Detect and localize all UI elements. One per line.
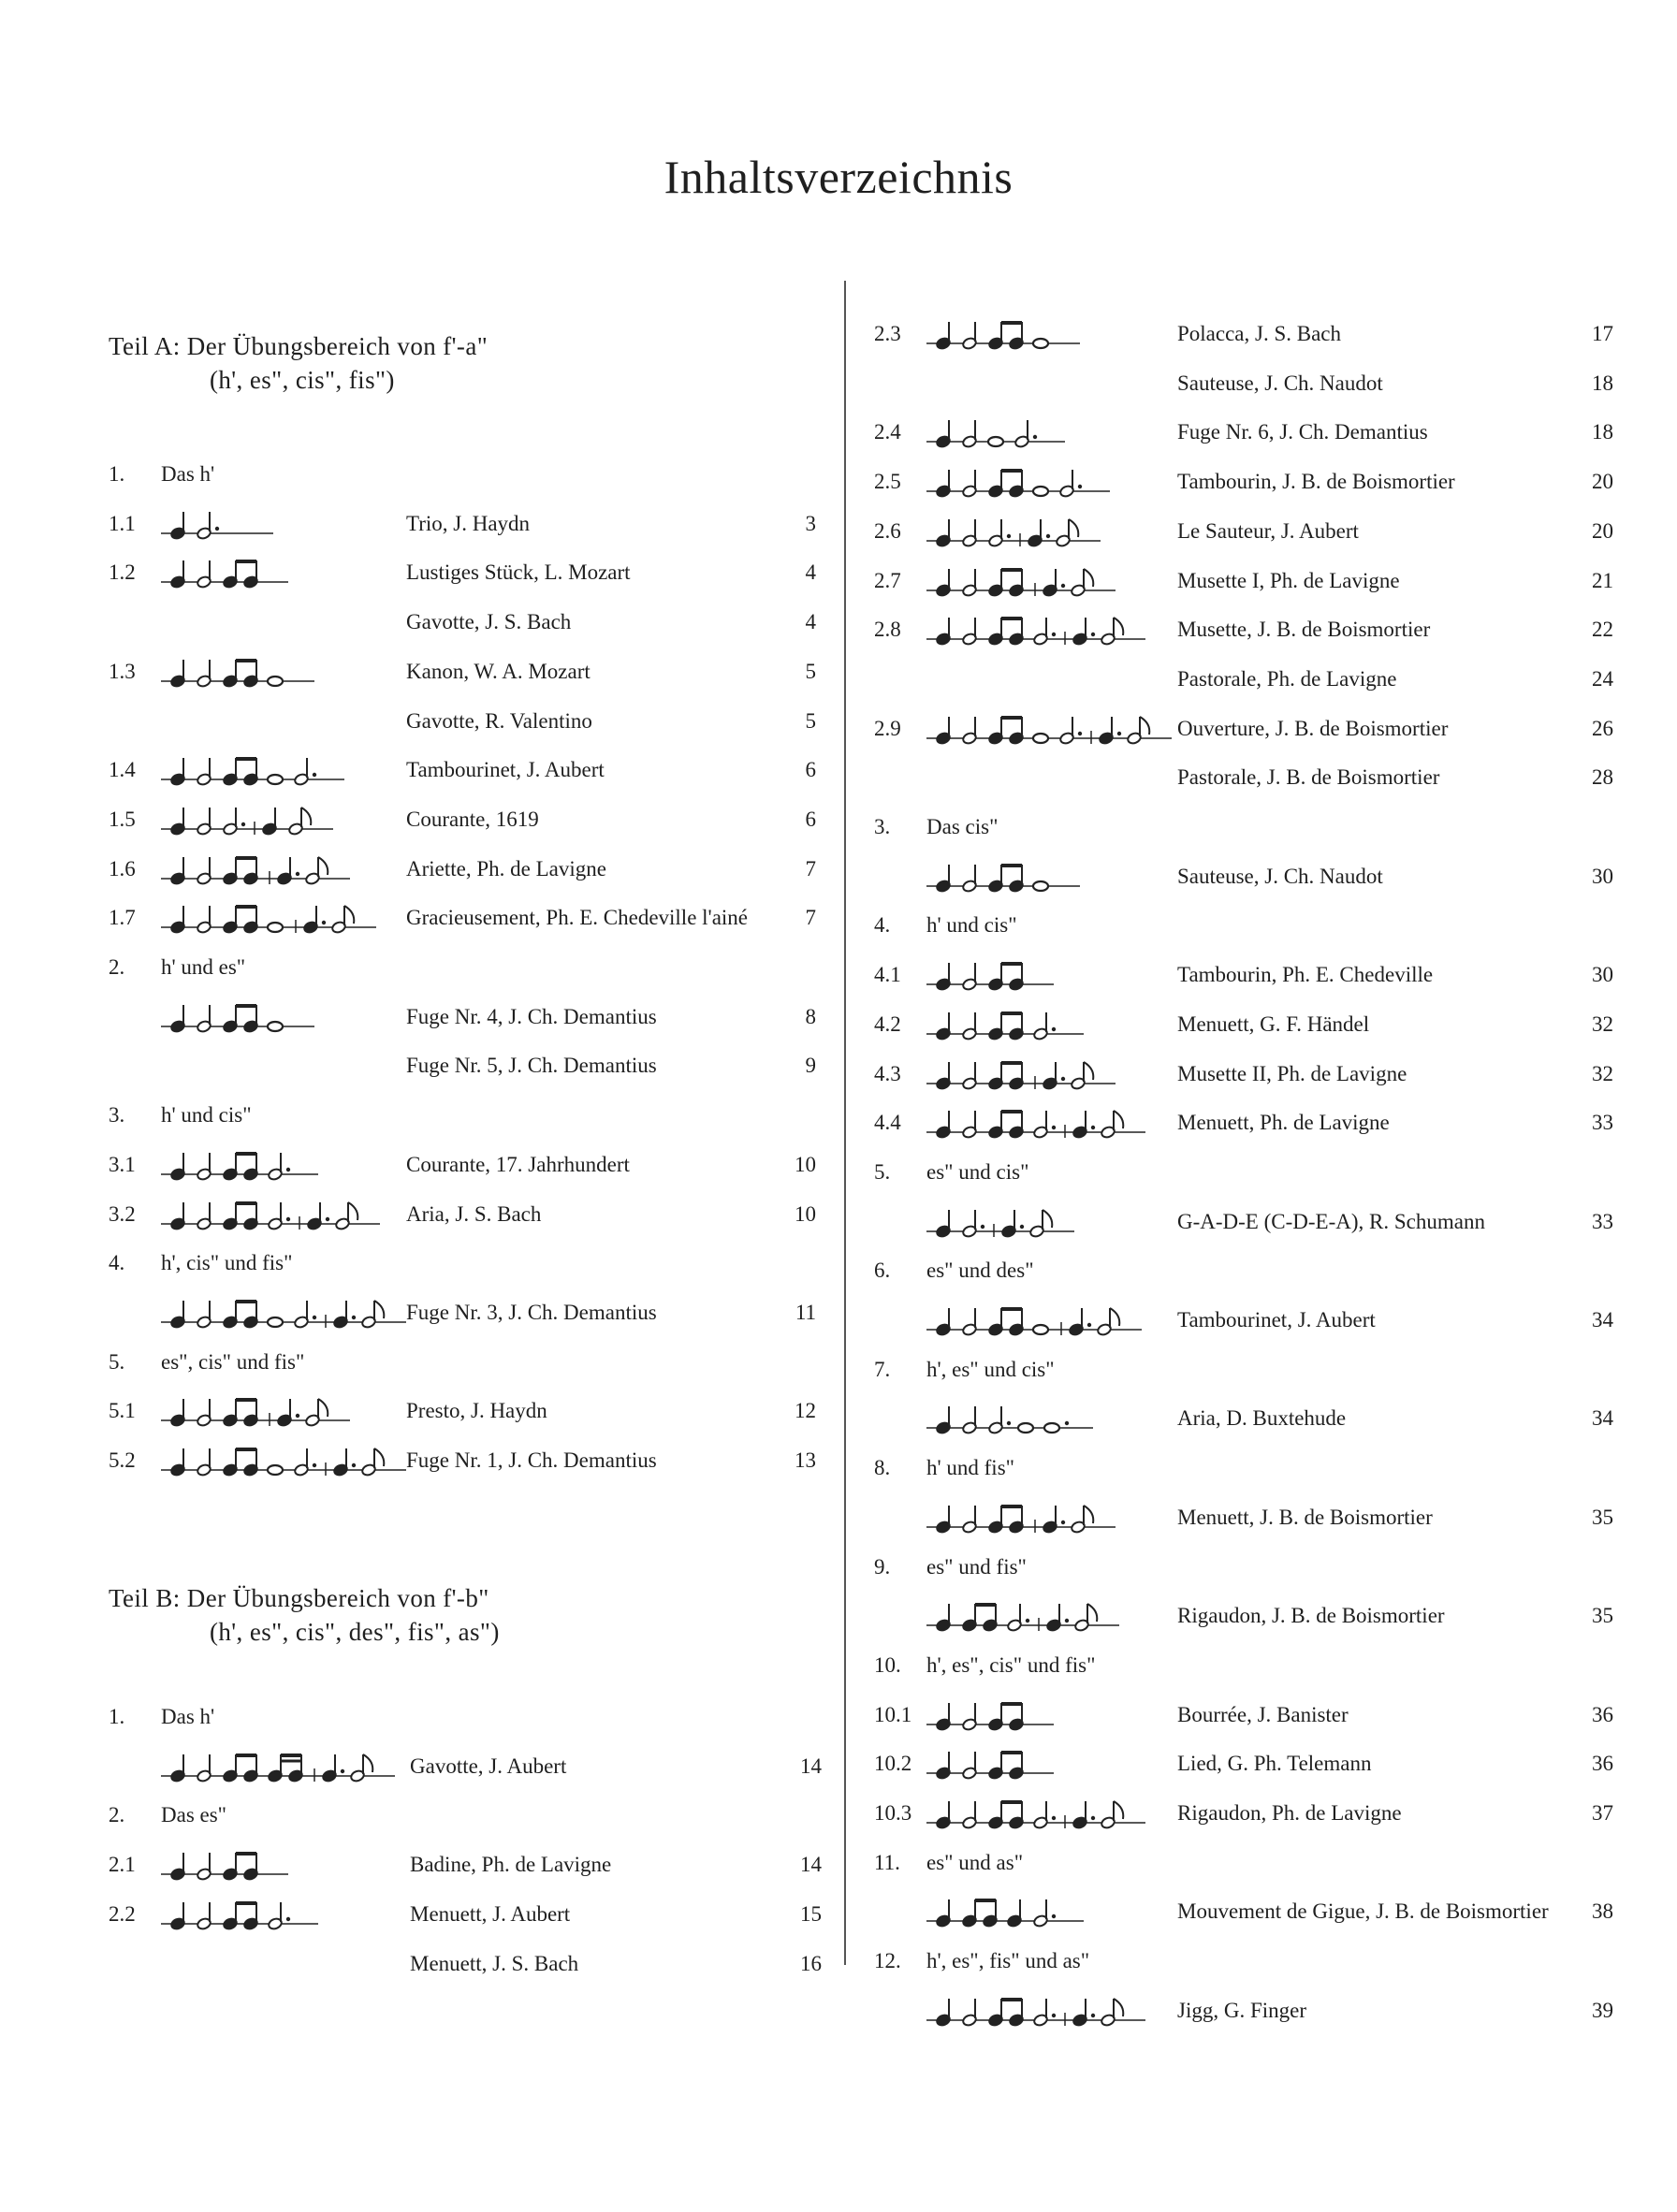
page-number: 16: [800, 1951, 822, 1975]
rhythm-notes-icon: [926, 417, 1065, 451]
page-number: 10: [795, 1152, 816, 1176]
section-label: h', es", cis" und fis": [926, 1652, 1096, 1677]
page-number: 14: [800, 1754, 822, 1778]
rhythm-pattern: [161, 1899, 318, 1933]
rhythm-notes-icon: [926, 1996, 1145, 2030]
toc-entry: [109, 1344, 816, 1381]
page-number: 4: [805, 560, 816, 585]
piece-title: Courante, 17. Jahrhundert: [406, 1152, 630, 1176]
rhythm-notes-icon: [161, 558, 288, 591]
rhythm-notes-icon: [161, 1200, 380, 1233]
rhythm-notes-icon: [926, 1305, 1142, 1339]
section-label: es", cis" und fis": [161, 1349, 305, 1374]
piece-title: Fuge Nr. 1, J. Ch. Demantius: [406, 1448, 657, 1472]
page-number: 26: [1592, 716, 1613, 740]
entry-number: 1.5: [109, 807, 136, 831]
toc-entry: [109, 1097, 816, 1134]
piece-title: Lustiges Stück, L. Mozart: [406, 560, 631, 585]
rhythm-pattern: [161, 805, 333, 838]
page-number: 20: [1592, 518, 1613, 543]
toc-entry: [874, 1400, 1613, 1437]
piece-title: Fuge Nr. 4, J. Ch. Demantius: [406, 1004, 657, 1028]
piece-title: Menuett, G. F. Händel: [1177, 1011, 1370, 1036]
page-number: 32: [1592, 1061, 1613, 1085]
rhythm-pattern: [161, 1850, 288, 1884]
rhythm-pattern: [926, 1897, 1084, 1930]
piece-title: Presto, J. Haydn: [406, 1399, 547, 1423]
section-label: Das es": [161, 1803, 227, 1827]
rhythm-pattern: [161, 1298, 406, 1332]
page-number: 38: [1592, 1899, 1613, 1924]
piece-title: Musette, J. B. de Boismortier: [1177, 618, 1431, 642]
toc-entry: [109, 801, 816, 838]
rhythm-notes-icon: [161, 509, 273, 543]
toc-entry: [874, 1893, 1613, 1930]
page-number: 10: [795, 1201, 816, 1226]
rhythm-pattern: [926, 319, 1080, 353]
piece-title: Mouvement de Gigue, J. B. de Boismortier: [1177, 1899, 1549, 1924]
rhythm-notes-icon: [926, 862, 1080, 895]
toc-entry: [874, 907, 1613, 944]
rhythm-notes-icon: [161, 1298, 406, 1332]
piece-title: Pastorale, Ph. de Lavigne: [1177, 666, 1397, 691]
rhythm-notes-icon: [161, 1150, 318, 1184]
page-number: 22: [1592, 618, 1613, 642]
page-number: 35: [1592, 1604, 1613, 1628]
entry-number: 2.7: [874, 568, 901, 592]
piece-title: Courante, 1619: [406, 807, 539, 831]
toc-entry: [874, 759, 1613, 796]
rhythm-notes-icon: [926, 1108, 1145, 1142]
entry-number: 5.: [874, 1159, 891, 1184]
page-number: 33: [1592, 1111, 1613, 1135]
piece-title: Polacca, J. S. Bach: [1177, 322, 1342, 345]
page-number: 30: [1592, 864, 1613, 888]
rhythm-notes-icon: [926, 517, 1101, 550]
rhythm-pattern: [926, 1010, 1084, 1043]
toc-entry: [874, 414, 1613, 451]
teil-b-heading-line1: Teil B: Der Übungsbereich von f'-b": [109, 1584, 489, 1612]
toc-entry: [109, 1896, 822, 1933]
piece-title: Menuett, J. B. de Boismortier: [1177, 1505, 1433, 1529]
page-number: 9: [805, 1054, 816, 1078]
rhythm-pattern: [161, 755, 344, 789]
rhythm-pattern: [926, 1404, 1093, 1437]
entry-number: 2.8: [874, 618, 901, 642]
piece-title: Bourrée, J. Banister: [1177, 1702, 1349, 1726]
piece-title: Sauteuse, J. Ch. Naudot: [1177, 864, 1383, 888]
rhythm-notes-icon: [161, 1899, 318, 1933]
toc-entry: [874, 611, 1613, 648]
piece-title: Menuett, J. Aubert: [410, 1901, 571, 1926]
page-number: 7: [805, 856, 816, 880]
piece-title: Gavotte, J. Aubert: [410, 1754, 567, 1778]
toc-entry: [874, 1055, 1613, 1093]
rhythm-pattern: [926, 1059, 1116, 1093]
toc-entry: [109, 899, 816, 937]
section-label: h', es" und cis": [926, 1357, 1055, 1381]
rhythm-pattern: [926, 1798, 1145, 1832]
entry-number: 1.1: [109, 511, 136, 535]
entry-number: 1.2: [109, 560, 136, 585]
rhythm-pattern: [161, 1446, 406, 1479]
piece-title: Kanon, W. A. Mozart: [406, 659, 591, 683]
page-number: 20: [1592, 470, 1613, 494]
toc-entry: [874, 1745, 1613, 1783]
toc-entry: [874, 1844, 1613, 1882]
rhythm-pattern: [926, 1207, 1074, 1241]
rhythm-notes-icon: [926, 960, 1054, 994]
entry-number: 2.: [109, 1803, 125, 1827]
page-number: 7: [805, 906, 816, 930]
toc-entry: [874, 365, 1613, 402]
toc-entry: [874, 1696, 1613, 1734]
toc-entry: [109, 1846, 822, 1884]
toc-entry: [109, 1698, 822, 1736]
entry-number: 1.7: [109, 906, 136, 930]
page-number: 24: [1592, 666, 1613, 691]
piece-title: Pastorale, J. B. de Boismortier: [1177, 765, 1440, 790]
rhythm-notes-icon: [926, 1503, 1116, 1536]
rhythm-pattern: [161, 854, 350, 888]
page-number: 5: [805, 708, 816, 733]
piece-title: Menuett, Ph. de Lavigne: [1177, 1111, 1390, 1135]
rhythm-notes-icon: [161, 1446, 406, 1479]
rhythm-notes-icon: [926, 1700, 1054, 1734]
toc-entry: [874, 1943, 1613, 1980]
entry-number: 4.4: [874, 1111, 901, 1135]
piece-title: Gavotte, R. Valentino: [406, 708, 592, 733]
toc-entry: [874, 315, 1613, 353]
toc-entry: [874, 513, 1613, 550]
piece-title: Badine, Ph. de Lavigne: [410, 1853, 612, 1877]
page-number: 14: [800, 1853, 822, 1877]
toc-entry: [874, 858, 1613, 895]
entry-number: 1.4: [109, 758, 136, 782]
rhythm-pattern: [926, 615, 1145, 648]
page-number: 6: [805, 758, 816, 782]
section-label: Das h': [161, 1705, 215, 1728]
rhythm-pattern: [161, 1150, 318, 1184]
piece-title: Tambourinet, J. Aubert: [1177, 1308, 1376, 1332]
rhythm-notes-icon: [161, 903, 376, 937]
toc-entry: [109, 1294, 816, 1332]
toc-entry: [109, 1945, 822, 1983]
teil-b-heading: [109, 1581, 500, 1649]
rhythm-pattern: [161, 1002, 314, 1036]
entry-number: 8.: [874, 1456, 891, 1480]
toc-entry: [109, 998, 816, 1036]
piece-title: Tambourinet, J. Aubert: [406, 758, 605, 782]
entry-number: 2.5: [874, 470, 901, 494]
rhythm-notes-icon: [926, 566, 1116, 600]
page-number: 11: [795, 1300, 816, 1324]
rhythm-pattern: [926, 467, 1110, 501]
toc-entry: [874, 463, 1613, 501]
entry-number: 3.2: [109, 1201, 136, 1226]
rhythm-notes-icon: [161, 1396, 350, 1430]
toc-entry: [874, 1252, 1613, 1289]
rhythm-pattern: [926, 1996, 1145, 2030]
entry-number: 10.3: [874, 1801, 912, 1825]
section-label: h' und cis": [161, 1103, 252, 1128]
toc-entry: [109, 1196, 816, 1233]
page-number: 12: [795, 1399, 816, 1423]
toc-entry: [874, 956, 1613, 994]
section-label: h' und fis": [926, 1456, 1015, 1480]
section-label: es" und des": [926, 1259, 1034, 1283]
piece-title: Sauteuse, J. Ch. Naudot: [1177, 371, 1383, 395]
entry-number: 3.: [109, 1103, 125, 1128]
rhythm-pattern: [161, 509, 273, 543]
teil-a-heading-line2: (h', es", cis", fis"): [210, 366, 395, 394]
piece-title: Musette I, Ph. de Lavigne: [1177, 568, 1400, 592]
page-number: 39: [1592, 1998, 1613, 2022]
entry-number: 11.: [874, 1850, 900, 1874]
page-number: 35: [1592, 1505, 1613, 1529]
page-number: 36: [1592, 1702, 1613, 1726]
page-number: 3: [805, 511, 816, 535]
rhythm-notes-icon: [926, 1798, 1145, 1832]
page-number: 5: [805, 659, 816, 683]
rhythm-pattern: [926, 566, 1116, 600]
piece-title: Le Sauteur, J. Aubert: [1177, 518, 1359, 543]
toc-entry: [109, 949, 816, 986]
section-label: es" und cis": [926, 1159, 1029, 1184]
entry-number: 9.: [874, 1554, 891, 1579]
rhythm-pattern: [926, 1601, 1119, 1635]
section-label: es" und as": [926, 1850, 1024, 1874]
rhythm-pattern: [161, 903, 376, 937]
toc-entry: [109, 1392, 816, 1430]
rhythm-pattern: [926, 1108, 1145, 1142]
rhythm-notes-icon: [161, 805, 333, 838]
toc-entry: [874, 1795, 1613, 1832]
page-number: 32: [1592, 1011, 1613, 1036]
toc-entry: [109, 703, 816, 740]
rhythm-notes-icon: [926, 1010, 1084, 1043]
rhythm-pattern: [926, 1305, 1142, 1339]
piece-title: Lied, G. Ph. Telemann: [1177, 1752, 1372, 1776]
rhythm-notes-icon: [926, 1601, 1119, 1635]
page-number: 18: [1592, 420, 1613, 444]
toc-entry: [109, 1047, 816, 1084]
toc-entry: [874, 808, 1613, 846]
piece-title: Ariette, Ph. de Lavigne: [406, 856, 606, 880]
rhythm-pattern: [161, 1200, 380, 1233]
toc-entry: [874, 1203, 1613, 1241]
page-number: 34: [1592, 1406, 1613, 1431]
teil-a-heading-line1: Teil A: Der Übungsbereich von f'-a": [109, 332, 489, 360]
entry-number: 4.: [874, 913, 891, 938]
toc-entry: [109, 456, 816, 493]
entry-number: 3.1: [109, 1152, 136, 1176]
page-number: 28: [1592, 765, 1613, 790]
rhythm-notes-icon: [926, 615, 1145, 648]
toc-entry: [109, 1146, 816, 1184]
rhythm-pattern: [926, 417, 1065, 451]
piece-title: Musette II, Ph. de Lavigne: [1177, 1061, 1407, 1085]
entry-number: 2.1: [109, 1853, 136, 1877]
page-number: 30: [1592, 963, 1613, 987]
page-number: 17: [1592, 322, 1613, 345]
toc-entry: [109, 554, 816, 591]
piece-title: Rigaudon, J. B. de Boismortier: [1177, 1604, 1445, 1628]
section-label: Das h': [161, 462, 215, 486]
rhythm-pattern: [926, 517, 1101, 550]
rhythm-notes-icon: [926, 1059, 1116, 1093]
section-label: h' und cis": [926, 913, 1017, 938]
toc-entry: [874, 710, 1613, 748]
entry-number: 10.: [874, 1652, 901, 1677]
entry-number: 1.: [109, 462, 125, 486]
piece-title: Fuge Nr. 5, J. Ch. Demantius: [406, 1054, 657, 1078]
page-number: 13: [795, 1448, 816, 1472]
toc-entry: [109, 505, 816, 543]
rhythm-notes-icon: [926, 1897, 1084, 1930]
piece-title: Jigg, G. Finger: [1177, 1998, 1306, 2022]
toc-entry: [109, 1442, 816, 1479]
rhythm-pattern: [926, 1749, 1054, 1783]
rhythm-pattern: [926, 862, 1080, 895]
rhythm-pattern: [161, 657, 314, 691]
entry-number: 2.2: [109, 1901, 136, 1926]
page-number: 36: [1592, 1752, 1613, 1776]
rhythm-pattern: [161, 558, 288, 591]
toc-entry: [874, 1351, 1613, 1389]
piece-title: Tambourin, Ph. E. Chedeville: [1177, 963, 1434, 987]
rhythm-notes-icon: [161, 1850, 288, 1884]
entry-number: 4.2: [874, 1011, 901, 1036]
piece-title: Trio, J. Haydn: [406, 511, 531, 535]
entry-number: 2.3: [874, 322, 901, 345]
rhythm-notes-icon: [161, 755, 344, 789]
section-label: h', cis" und fis": [161, 1251, 293, 1275]
toc-entry: [109, 1244, 816, 1282]
piece-title: G-A-D-E (C-D-E-A), R. Schumann: [1177, 1209, 1485, 1233]
rhythm-notes-icon: [161, 1002, 314, 1036]
page-number: 15: [800, 1901, 822, 1926]
page-number: 21: [1592, 568, 1613, 592]
page-number: 37: [1592, 1801, 1613, 1825]
piece-title: Tambourin, J. B. de Boismortier: [1177, 470, 1455, 494]
toc-entry: [874, 1647, 1613, 1684]
toc-entry: [109, 851, 816, 888]
page-number: 8: [805, 1004, 816, 1028]
rhythm-pattern: [926, 1700, 1054, 1734]
rhythm-pattern: [161, 1752, 395, 1785]
toc-entry: [874, 1597, 1613, 1635]
toc-entry: [874, 1104, 1613, 1142]
toc-entry: [109, 604, 816, 641]
piece-title: Aria, D. Buxtehude: [1177, 1406, 1347, 1431]
page-number: 4: [805, 610, 816, 634]
rhythm-notes-icon: [161, 657, 314, 691]
teil-b-heading-line2: (h', es", cis", des", fis", as"): [210, 1618, 500, 1646]
entry-number: 6.: [874, 1259, 891, 1283]
page-number: 18: [1592, 371, 1613, 395]
rhythm-pattern: [926, 960, 1054, 994]
entry-number: 2.4: [874, 420, 901, 444]
toc-entry: [874, 1449, 1613, 1487]
toc-entry: [109, 1797, 822, 1834]
entry-number: 1.: [109, 1705, 125, 1728]
rhythm-pattern: [926, 714, 1172, 748]
section-label: h' und es": [161, 955, 246, 979]
toc-entry: [874, 661, 1613, 698]
toc-entry: [874, 1006, 1613, 1043]
entry-number: 10.1: [874, 1702, 912, 1726]
toc-entry: [109, 653, 816, 691]
entry-number: 4.1: [874, 963, 901, 987]
rhythm-pattern: [161, 1396, 350, 1430]
piece-title: Ouverture, J. B. de Boismortier: [1177, 716, 1449, 740]
toc-entry: [874, 1992, 1613, 2030]
page-number: 34: [1592, 1308, 1613, 1332]
rhythm-notes-icon: [926, 319, 1080, 353]
piece-title: Menuett, J. S. Bach: [410, 1951, 579, 1975]
page-number: 33: [1592, 1209, 1613, 1233]
entry-number: 4.3: [874, 1061, 901, 1085]
toc-entry: [874, 1549, 1613, 1586]
toc-entry: [109, 751, 816, 789]
page-title: Inhaltsverzeichnis: [664, 151, 1013, 203]
rhythm-pattern: [926, 1503, 1116, 1536]
entry-number: 5.1: [109, 1399, 136, 1423]
entry-number: 1.3: [109, 659, 136, 683]
entry-number: 5.: [109, 1349, 125, 1374]
entry-number: 10.2: [874, 1752, 912, 1776]
rhythm-notes-icon: [926, 467, 1110, 501]
piece-title: Gavotte, J. S. Bach: [406, 610, 572, 634]
piece-title: Rigaudon, Ph. de Lavigne: [1177, 1801, 1402, 1825]
piece-title: Fuge Nr. 6, J. Ch. Demantius: [1177, 420, 1428, 444]
entry-number: 7.: [874, 1357, 891, 1381]
rhythm-notes-icon: [161, 854, 350, 888]
entry-number: 2.6: [874, 518, 901, 543]
entry-number: 2.: [109, 955, 125, 979]
teil-a-heading: [109, 329, 488, 397]
toc-entry: [109, 1748, 822, 1785]
toc-entry: [874, 562, 1613, 600]
rhythm-notes-icon: [161, 1752, 395, 1785]
entry-number: 1.6: [109, 856, 136, 880]
entry-number: 3.: [874, 815, 891, 838]
piece-title: Fuge Nr. 3, J. Ch. Demantius: [406, 1300, 657, 1324]
toc-entry: [874, 1302, 1613, 1339]
rhythm-notes-icon: [926, 714, 1172, 748]
section-label: h', es", fis" und as": [926, 1949, 1090, 1973]
section-label: Das cis": [926, 815, 999, 838]
toc-entry: [874, 1499, 1613, 1536]
piece-title: Gracieusement, Ph. E. Chedeville l'ainé: [406, 906, 749, 930]
entry-number: 2.9: [874, 716, 901, 740]
toc-entry: [874, 1154, 1613, 1191]
piece-title: Aria, J. S. Bach: [406, 1201, 542, 1226]
section-label: es" und fis": [926, 1554, 1027, 1579]
rhythm-notes-icon: [926, 1749, 1054, 1783]
entry-number: 4.: [109, 1251, 125, 1275]
entry-number: 5.2: [109, 1448, 136, 1472]
column-divider: [844, 281, 846, 1965]
page-number: 6: [805, 807, 816, 831]
rhythm-notes-icon: [926, 1207, 1074, 1241]
entry-number: 12.: [874, 1949, 901, 1973]
rhythm-notes-icon: [926, 1404, 1093, 1437]
